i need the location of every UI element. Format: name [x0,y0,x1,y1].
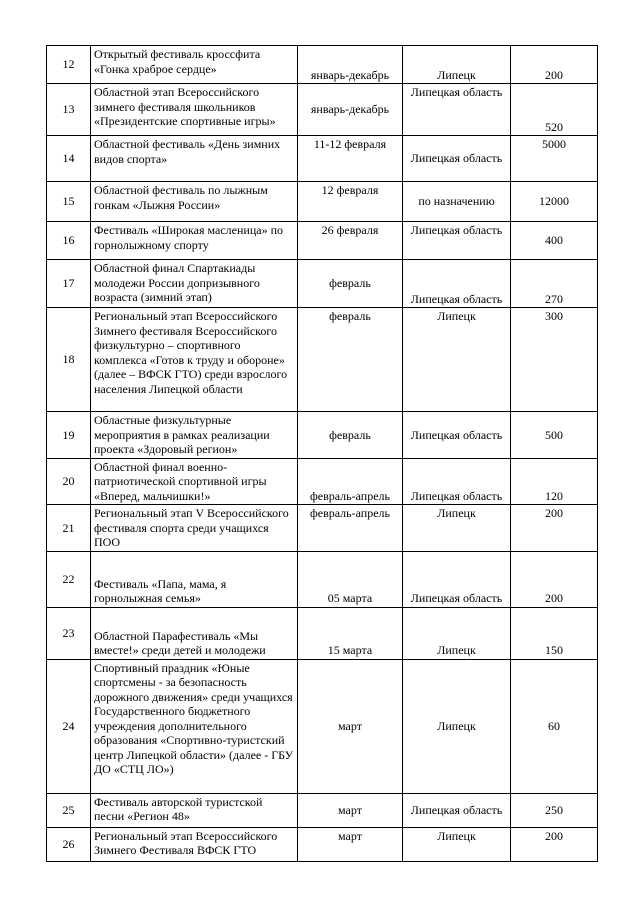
table-row [47,46,598,84]
event-name: Областной фестиваль по лыжным гонкам «Лыжня России» [91,182,298,222]
event-place: Липецк [403,308,511,412]
participants-count: 200 [511,505,598,552]
table-row [47,607,598,659]
row-number: 18 [47,308,91,412]
participants-count: 150 [511,607,598,659]
event-date: 26 февраля [298,222,403,260]
row-number: 14 [47,136,91,182]
event-date: 05 марта [298,551,403,607]
row-number: 22 [47,551,91,607]
row-number: 20 [47,458,91,505]
row-number: 13 [47,84,91,136]
event-name: Областной этап Всероссийского зимнего фестиваля школьников «Президентские спортивные игры» [91,84,298,136]
participants-count: 12000 [511,182,598,222]
table-row [47,412,598,459]
event-place: Липецкая область [403,793,511,827]
table-row [47,659,598,793]
event-name: Фестиваль «Папа, мама, я горнолыжная семья» [91,551,298,607]
event-place: Липецкая область [403,222,511,260]
table-row [47,458,598,505]
row-number: 24 [47,659,91,793]
table-row [47,136,598,182]
event-name: Спортивный праздник «Юные спортсмены - за безопасность дорожного движения» среди учащихся Государственного бюджетного учреждения дополнительного образования «Спортивно-туристский центр Липецкой области» (далее - ГБУ ДО «СТЦ ЛО») [91,659,298,793]
event-place: Липецк [403,607,511,659]
table-row [47,222,598,260]
event-date: февраль [298,412,403,459]
event-place: Липецк [403,827,511,861]
event-date: 12 февраля [298,182,403,222]
event-place: Липецкая область [403,412,511,459]
event-name: Областной финал Спартакиады молодежи России допризывного возраста (зимний этап) [91,260,298,308]
event-name: Областной финал военно-патриотической спортивной игры «Вперед, мальчишки!» [91,458,298,505]
row-number: 23 [47,607,91,659]
event-date: 11-12 февраля [298,136,403,182]
row-number: 17 [47,260,91,308]
event-name: Фестиваль «Широкая масленица» по горнолыжному спорту [91,222,298,260]
events-table [46,45,598,862]
participants-count: 200 [511,551,598,607]
row-number: 16 [47,222,91,260]
table-row [47,827,598,861]
participants-count: 120 [511,458,598,505]
event-name: Открытый фестиваль кроссфита «Гонка храброе сердце» [91,46,298,84]
event-date: февраль [298,308,403,412]
participants-count: 400 [511,222,598,260]
table-row [47,260,598,308]
event-place: Липецк [403,505,511,552]
event-name: Областные физкультурные мероприятия в рамках реализации проекта «Здоровый регион» [91,412,298,459]
table-row [47,308,598,412]
row-number: 26 [47,827,91,861]
event-name: Региональный этап V Всероссийского фестиваля спорта среди учащихся ПОО [91,505,298,552]
event-date: январь-декабрь [298,84,403,136]
table-row [47,84,598,136]
event-place: Липецкая область [403,84,511,136]
participants-count: 5000 [511,136,598,182]
event-name: Региональный этап Всероссийского Зимнего Фестиваля ВФСК ГТО [91,827,298,861]
event-place: Липецкая область [403,260,511,308]
event-name: Фестиваль авторской туристской песни «Регион 48» [91,793,298,827]
participants-count: 250 [511,793,598,827]
event-date: февраль-апрель [298,505,403,552]
event-place: по назначению [403,182,511,222]
row-number: 15 [47,182,91,222]
event-date: февраль-апрель [298,458,403,505]
event-place: Липецк [403,46,511,84]
event-date: март [298,659,403,793]
event-name: Областной фестиваль «День зимних видов спорта» [91,136,298,182]
event-date: март [298,793,403,827]
event-date: март [298,827,403,861]
event-place: Липецк [403,659,511,793]
row-number: 19 [47,412,91,459]
row-number: 12 [47,46,91,84]
table-row [47,793,598,827]
participants-count: 60 [511,659,598,793]
event-date: январь-декабрь [298,46,403,84]
participants-count: 500 [511,412,598,459]
event-place: Липецкая область [403,458,511,505]
participants-count: 200 [511,46,598,84]
participants-count: 520 [511,84,598,136]
event-place: Липецкая область [403,551,511,607]
participants-count: 200 [511,827,598,861]
participants-count: 270 [511,260,598,308]
event-date: февраль [298,260,403,308]
event-place: Липецкая область [403,136,511,182]
row-number: 21 [47,505,91,552]
table-row [47,505,598,552]
event-name: Региональный этап Всероссийского Зимнего фестиваля Всероссийского физкультурно – спортивного комплекса «Готов к труду и обороне» (далее – ВФСК ГТО) среди взрослого населения Липецкой области [91,308,298,412]
table-row [47,182,598,222]
participants-count: 300 [511,308,598,412]
table-row [47,551,598,607]
event-date: 15 марта [298,607,403,659]
row-number: 25 [47,793,91,827]
event-name: Областной Парафестиваль «Мы вместе!» среди детей и молодежи [91,607,298,659]
